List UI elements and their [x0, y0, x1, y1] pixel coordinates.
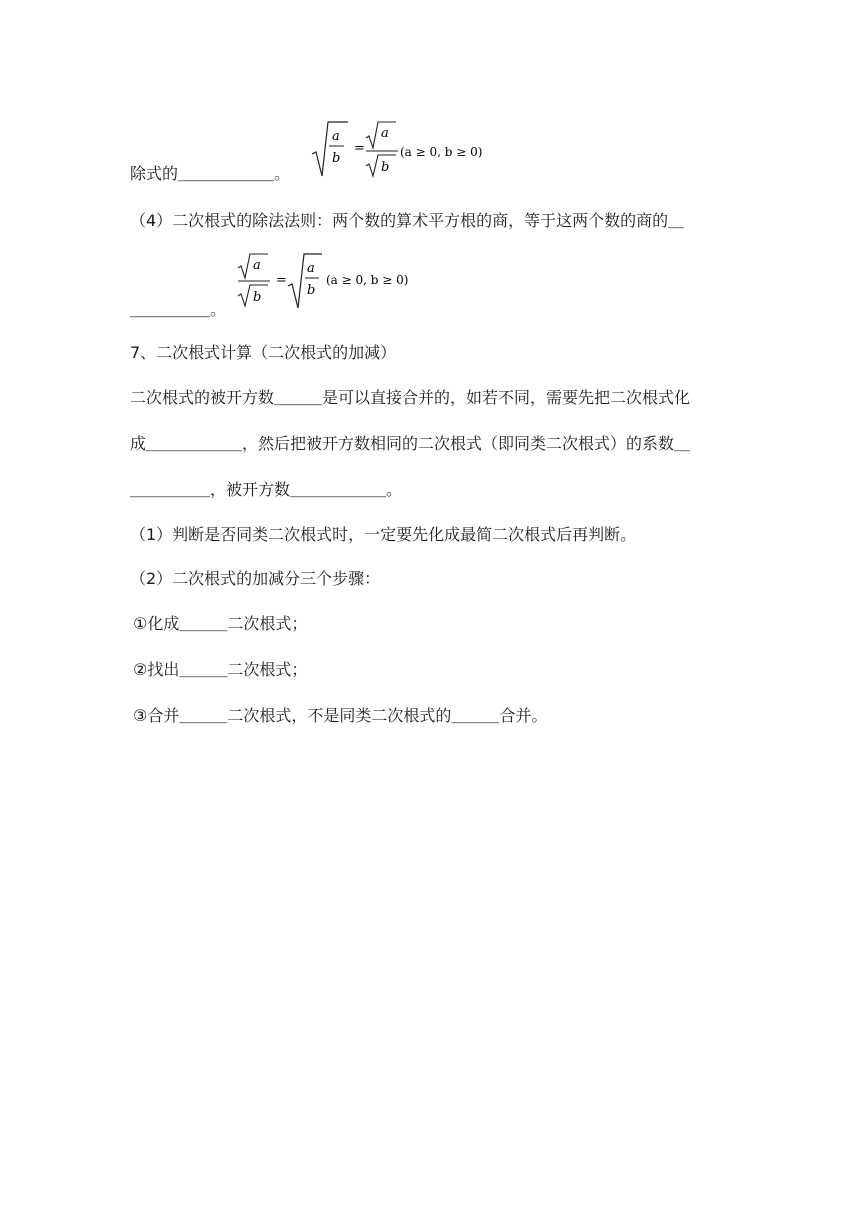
- formula-equals: =: [354, 141, 365, 156]
- text-line-9: （2）二次根式的加减分三个步骤：: [130, 569, 381, 588]
- step-item-3: ③合并＿＿＿二次根式，不是同类二次根式的＿＿＿合并。: [133, 706, 548, 725]
- step-item-2: ②找出＿＿＿二次根式；: [133, 660, 308, 679]
- radical-sign-icon: [288, 254, 322, 308]
- text-line-1: 除式的＿＿＿＿＿＿。: [130, 164, 291, 183]
- formula-var-a: a: [332, 129, 340, 144]
- text-line-7: ＿＿＿＿＿，被开方数＿＿＿＿＿＿。: [130, 480, 403, 499]
- formula-division-rule-reverse-graphic: [236, 250, 436, 312]
- formula-division-rule-graphic: [310, 118, 510, 180]
- formula-condition: (a ≥ 0, b ≥ 0): [400, 145, 483, 159]
- radical-sign-icon: [312, 122, 348, 176]
- formula-var-b: b: [332, 151, 341, 166]
- text-line-8: （1）判断是否同类二次根式时，一定要先化成最简二次根式后再判断。: [130, 525, 637, 544]
- formula-var-b: b: [253, 290, 262, 305]
- formula-division-rule: [310, 118, 510, 180]
- section-heading-7: 7、二次根式计算（二次根式的加减）: [130, 343, 397, 362]
- formula-var-a: a: [381, 126, 389, 141]
- formula-equals: =: [276, 273, 287, 288]
- formula-division-rule-reverse: [236, 250, 436, 312]
- formula-condition: (a ≥ 0, b ≥ 0): [326, 273, 409, 287]
- formula-var-a: a: [253, 258, 261, 273]
- text-line-5: 二次根式的被开方数＿＿＿是可以直接合并的，如若不同，需要先把二次根式化: [130, 388, 691, 407]
- text-line-6: 成＿＿＿＿＿＿，然后把被开方数相同的二次根式（即同类二次根式）的系数＿: [130, 434, 691, 453]
- formula-var-b: b: [381, 160, 390, 175]
- text-line-3: ＿＿＿＿＿。: [130, 300, 227, 319]
- step-item-1: ①化成＿＿＿二次根式；: [133, 614, 308, 633]
- formula-var-b: b: [307, 283, 316, 298]
- text-line-2: （4）二次根式的除法法则：两个数的算术平方根的商，等于这两个数的商的＿: [130, 211, 685, 230]
- formula-var-a: a: [307, 261, 315, 276]
